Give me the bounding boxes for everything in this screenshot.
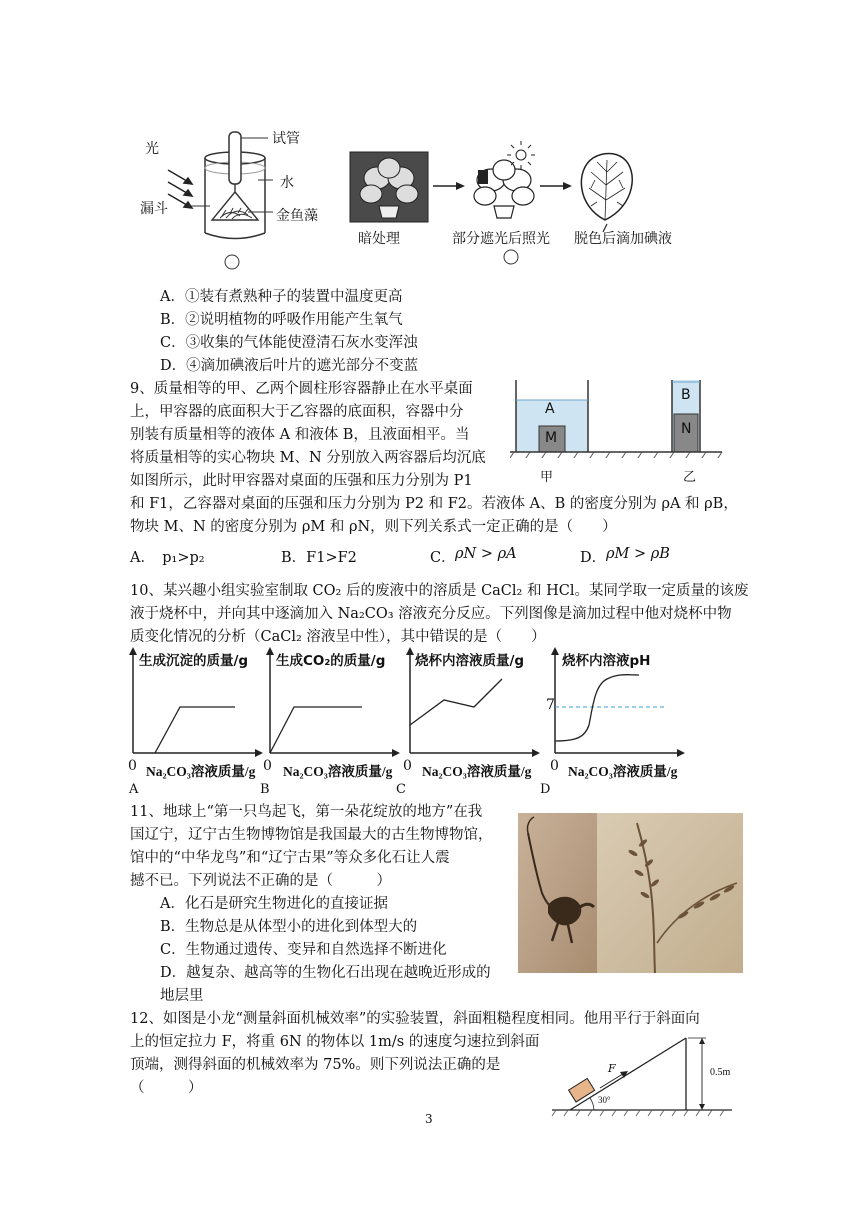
q12-height-label: 0.5m bbox=[710, 1067, 731, 1078]
q11-option-d-continued: 地层里 bbox=[160, 988, 204, 1004]
q9-container-yi-label: 乙 bbox=[683, 470, 697, 485]
q10-line-1: 10、某兴趣小组实验室制取 CO₂ 后的废液中的溶质是 CaCl₂ 和 HCl。某同学取一定质量的该废 bbox=[130, 583, 749, 599]
figure-3-apparatus bbox=[140, 128, 330, 273]
graph-c-origin: 0 bbox=[403, 758, 412, 774]
graph-d-origin: 0 bbox=[550, 758, 559, 774]
fig3-tube-label: 试管 bbox=[272, 131, 300, 147]
graph-d-xlabel: Na₂CO₃溶液质量/g bbox=[568, 764, 678, 779]
fig3-water-label: 水 bbox=[280, 175, 294, 191]
q12-line-2: 上的恒定拉力 F，将重 6N 的物体以 1m/s 的速度匀速拉到斜面 bbox=[130, 1034, 540, 1050]
q8-option-a: A．①装有煮熟种子的装置中温度更高 bbox=[160, 289, 403, 305]
q10-line-2: 液于烧杯中，并向其中逐滴加入 Na₂CO₃ 溶液充分反应。下列图像是滴加过程中他对烧杯中物 bbox=[130, 606, 732, 622]
graph-c-xlabel: Na₂CO₃溶液质量/g bbox=[422, 764, 532, 779]
q9-block-n-label: N bbox=[681, 421, 692, 437]
q9-line-2: 上，甲容器的底面积大于乙容器的底面积，容器中分 bbox=[130, 404, 464, 420]
q9-line-1: 9、质量相等的甲、乙两个圆柱形容器静止在水平桌面 bbox=[130, 381, 473, 397]
page-number: 3 bbox=[425, 1112, 433, 1126]
q9-liquid-a-label: A bbox=[545, 401, 555, 417]
graph-b-title: 生成CO₂的质量/g bbox=[276, 653, 386, 669]
graph-a-origin: 0 bbox=[128, 758, 137, 774]
q9-line-4: 将质量相等的实心物块 M、N 分别放入两容器后均沉底 bbox=[130, 450, 486, 466]
q9-option-b: B．F1>F2 bbox=[281, 550, 357, 566]
fig3-plant-label: 金鱼藻 bbox=[276, 208, 318, 224]
q11-option-d: D．越复杂、越高等的生物化石出现在越晚近形成的 bbox=[160, 965, 491, 981]
q8-option-c: C．③收集的气体能使澄清石灰水变浑浊 bbox=[160, 335, 418, 351]
fig4-step2-label: 部分遮光后照光 bbox=[452, 231, 550, 247]
graph-a-title: 生成沉淀的质量/g bbox=[139, 653, 249, 669]
graph-a-xlabel: Na₂CO₃溶液质量/g bbox=[146, 764, 256, 779]
q9-option-a: A． p₁>p₂ bbox=[130, 550, 205, 566]
q9-line-3: 别装有质量相等的液体 A 和液体 B，且液面相平。当 bbox=[130, 427, 470, 443]
q12-line-4: （ ） bbox=[130, 1080, 203, 1096]
q9-line-5: 如图所示，此时甲容器对桌面的压强和压力分别为 P1 bbox=[130, 473, 473, 489]
fossil-photo-dinosaur-bird bbox=[518, 813, 598, 973]
fig4-step3-label: 脱色后滴加碘液 bbox=[574, 231, 672, 247]
graph-b-xlabel: Na₂CO₃溶液质量/g bbox=[283, 764, 393, 779]
fossil-photo-plant bbox=[597, 813, 743, 973]
q11-line-1: 11、地球上“第一只鸟起飞，第一朵花绽放的地方”在我 bbox=[130, 804, 483, 820]
fig4-step1-label: 暗处理 bbox=[358, 231, 400, 247]
q11-line-2: 国辽宁，辽宁古生物博物馆是我国最大的古生物博物馆， bbox=[130, 827, 493, 843]
graph-a-letter: A bbox=[129, 782, 139, 797]
q11-line-3: 馆中的“中华龙鸟”和“辽宁古果”等众多化石让人震 bbox=[130, 850, 450, 866]
fig3-light-label: 光 bbox=[145, 141, 159, 157]
q9-liquid-b-label: B bbox=[681, 387, 691, 403]
graph-c-title: 烧杯内溶液质量/g bbox=[415, 653, 525, 669]
q9-option-d-expr: ρM > ρB bbox=[606, 546, 670, 562]
q12-line-1: 12、如图是小龙“测量斜面机械效率”的实验装置，斜面粗糙程度相同。他用平行于斜面向 bbox=[130, 1011, 700, 1027]
q9-option-c-expr: ρN > ρA bbox=[455, 546, 517, 562]
graph-c-letter: C bbox=[396, 782, 406, 797]
q9-option-c: C． bbox=[430, 550, 456, 566]
graph-d-title: 烧杯内溶液pH bbox=[562, 653, 651, 669]
q9-block-m-label: M bbox=[545, 430, 558, 446]
q11-option-c: C．生物通过遗传、变异和自然选择不断进化 bbox=[160, 942, 447, 958]
q11-option-b: B．生物总是从体型小的进化到体型大的 bbox=[160, 919, 418, 935]
q12-line-3: 顶端，测得斜面的机械效率为 75%。则下列说法正确的是 bbox=[130, 1057, 501, 1073]
q11-option-a: A．化石是研究生物进化的直接证据 bbox=[160, 896, 388, 912]
graph-d-letter: D bbox=[540, 782, 551, 797]
q12-force-label: F bbox=[608, 1062, 616, 1075]
q8-option-d: D．④滴加碘液后叶片的遮光部分不变蓝 bbox=[160, 358, 419, 374]
graph-d-ph7-label: 7 bbox=[546, 697, 555, 713]
q9-option-d: D． bbox=[580, 550, 607, 566]
q9-container-jia-label: 甲 bbox=[540, 470, 554, 485]
graph-b-letter: B bbox=[260, 782, 270, 797]
figure-4-starch-test bbox=[345, 140, 665, 270]
graph-b-origin: 0 bbox=[263, 758, 272, 774]
q9-line-6: 和 F1，乙容器对桌面的压强和压力分别为 P2 和 F2。若液体 A、B 的密度分别为 ρA 和 ρB， bbox=[130, 496, 738, 512]
q12-angle-label: 30° bbox=[598, 1095, 611, 1105]
q9-line-7: 物块 M、N 的密度分别为 ρM 和 ρN，则下列关系式一定正确的是（ ） bbox=[130, 519, 617, 535]
q10-line-3: 质变化情况的分析（CaCl₂ 溶液呈中性），其中错误的是（ ） bbox=[130, 629, 546, 645]
fig3-funnel-label: 漏斗 bbox=[140, 201, 168, 217]
q11-line-4: 撼不已。下列说法不正确的是（ ） bbox=[130, 873, 391, 889]
q8-option-b: B．②说明植物的呼吸作用能产生氧气 bbox=[160, 312, 403, 328]
